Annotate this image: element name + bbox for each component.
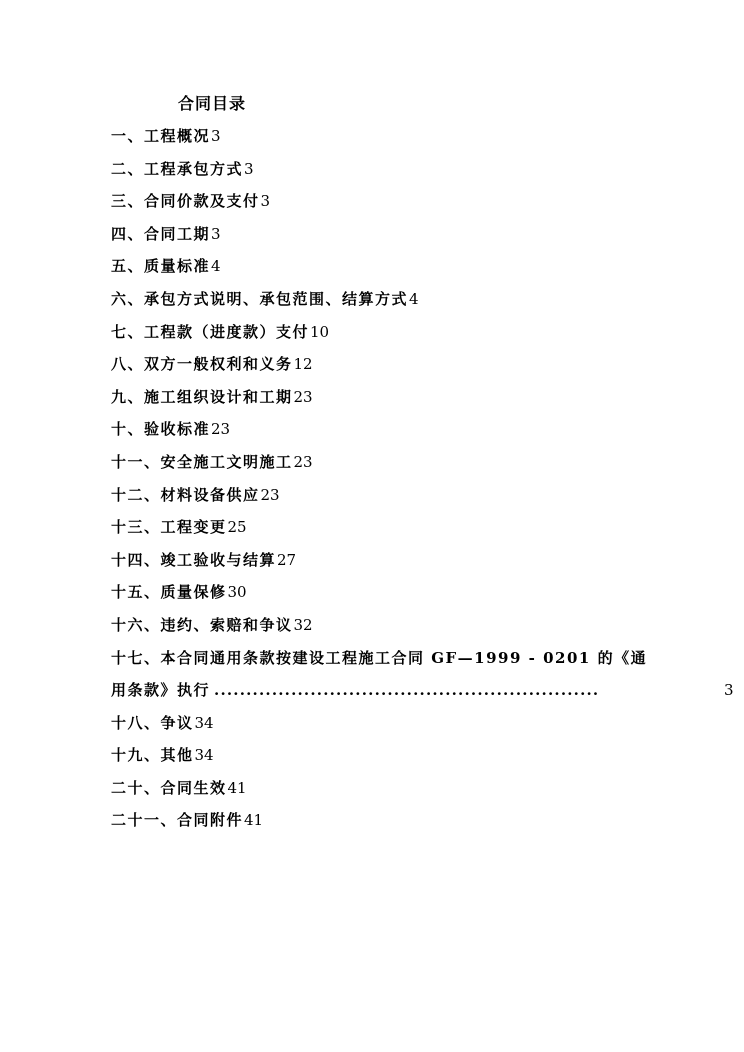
toc-page-number: 34: [194, 746, 214, 765]
toc-page-number: 3: [724, 681, 734, 700]
toc-label: 八、双方一般权利和义务: [111, 355, 293, 374]
toc-item: [111, 419, 744, 452]
toc-label: 十六、违约、索赔和争议: [111, 615, 293, 634]
toc-page-number: 23: [293, 387, 313, 406]
toc-page-number: 4: [409, 289, 419, 308]
toc-page-number: 34: [194, 713, 214, 732]
toc-page-number: 41: [227, 778, 247, 797]
toc-item: [111, 615, 744, 648]
toc-page-number: 3: [260, 192, 271, 211]
toc-item: [111, 256, 744, 289]
toc-page-number: 23: [211, 420, 231, 439]
toc-item: [111, 485, 744, 518]
toc-label: 六、承包方式说明、承包范围、结算方式: [111, 289, 409, 308]
toc-label: 十五、质量保修: [111, 583, 227, 602]
toc-label-line2-row: [111, 680, 744, 700]
toc-label: 十二、材料设备供应: [111, 485, 260, 504]
toc-item: [111, 387, 744, 420]
toc-page-number: 23: [260, 485, 280, 504]
toc-label: 二十一、合同附件: [111, 811, 244, 830]
toc-item: [111, 713, 744, 746]
toc-item: [111, 354, 744, 387]
toc-item: [111, 517, 744, 550]
toc-label: 七、工程款（进度款）支付: [111, 322, 310, 341]
toc-label: 十八、争议: [111, 713, 194, 732]
toc-dot-leader: ............................................................: [214, 681, 600, 700]
toc-page-number: 12: [293, 355, 313, 374]
toc-item: [111, 322, 744, 355]
toc-page-number: 3: [211, 224, 221, 243]
toc-item: [111, 126, 744, 159]
toc-item: [111, 550, 744, 583]
toc-label: 十、验收标准: [111, 420, 211, 439]
toc-page-number: 32: [293, 615, 313, 634]
toc-item: [111, 224, 744, 257]
toc-page-number: 23: [293, 452, 313, 471]
toc-page-number: 4: [211, 257, 221, 276]
toc-page-number: 25: [227, 518, 247, 537]
toc-item: [111, 745, 744, 778]
toc-label: 一、工程概况: [111, 127, 211, 145]
toc-item: [111, 159, 744, 192]
toc-label-line2: 用条款》执行: [111, 681, 211, 700]
toc-label: 十四、竣工验收与结算: [111, 550, 277, 569]
toc-item: [111, 810, 744, 843]
toc-item: [111, 289, 744, 322]
toc-item: [111, 582, 744, 615]
table-of-contents: [111, 126, 744, 843]
toc-label: 十九、其他: [111, 746, 194, 765]
toc-item: [111, 191, 744, 224]
toc-page-number: 3: [211, 127, 221, 145]
toc-label: 二、工程承包方式: [111, 159, 244, 178]
toc-label: 二十、合同生效: [111, 778, 227, 797]
toc-item-long: [111, 648, 744, 713]
toc-page-number: 10: [310, 322, 330, 341]
toc-label-line1: 十七、本合同通用条款按建设工程施工合同 GF—1999 - 0201 的《通: [111, 648, 648, 667]
toc-label: 十一、安全施工文明施工: [111, 452, 293, 471]
toc-label: 四、合同工期: [111, 224, 211, 243]
toc-label: 十三、工程变更: [111, 518, 227, 537]
toc-page-number: 41: [244, 811, 264, 830]
toc-page-number: 3: [244, 159, 254, 178]
toc-label: 五、质量标准: [111, 257, 211, 276]
page-title: 合同目录: [178, 94, 247, 113]
toc-label: 三、合同价款及支付: [111, 192, 260, 211]
toc-item: [111, 778, 744, 811]
toc-page-number: 27: [277, 550, 297, 569]
toc-label: 九、施工组织设计和工期: [111, 387, 293, 406]
toc-page-number: 30: [227, 583, 247, 602]
toc-item: [111, 452, 744, 485]
